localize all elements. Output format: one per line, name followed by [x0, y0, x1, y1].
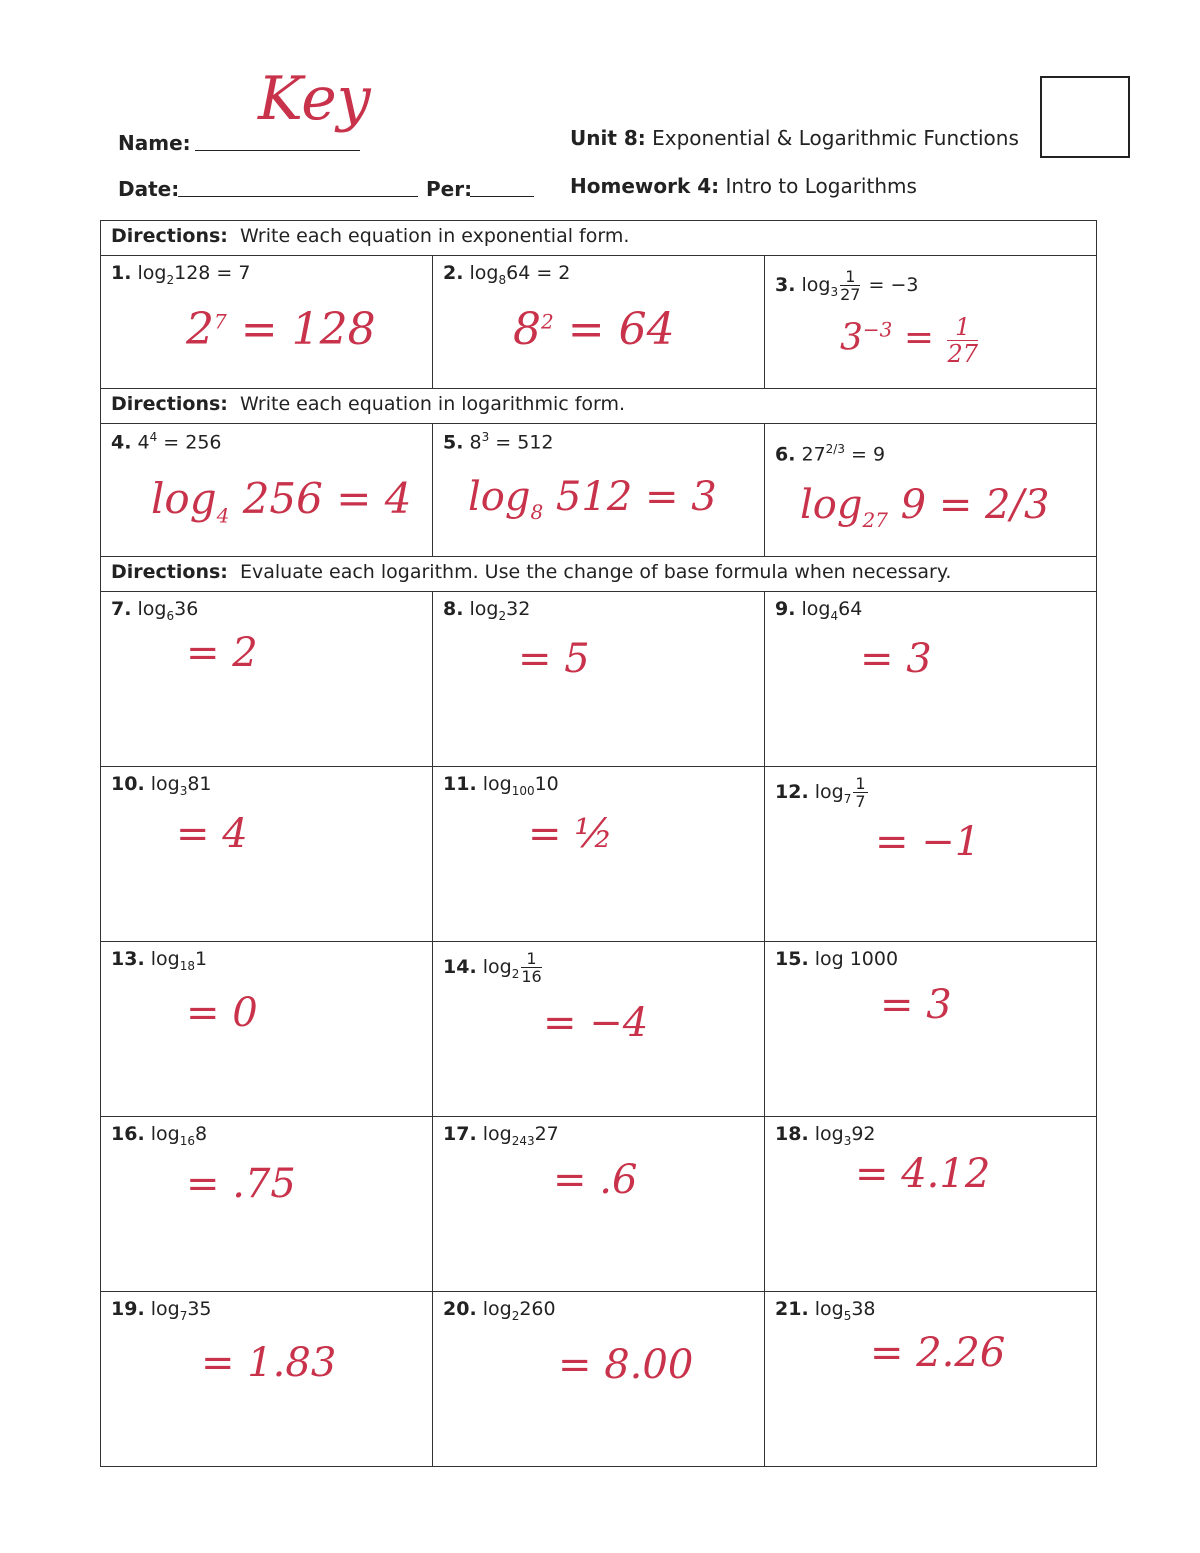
problem-16: 16. $\log_{16}8$ = .75 — [101, 1117, 433, 1292]
answer-15: = 3 — [880, 982, 952, 1028]
problem-5: 5. $8^3 = 512$ $\log_8 512 = 3$ — [433, 424, 765, 557]
problem-4: 4. $4^4 = 256$ $\log_4 256 = 4$ — [101, 424, 433, 557]
problem-18: 18. $\log_392$ = 4.12 — [765, 1117, 1097, 1292]
answer-2: $8^2 = 64$ — [513, 304, 675, 355]
answer-19: = 1.83 — [201, 1340, 337, 1386]
directions-2: Directions: Write each equation in logarithmic form. — [101, 389, 1097, 424]
problem-9: 9. $\log_464$ = 3 — [765, 592, 1097, 767]
answer-1: $2^7 = 128$ — [186, 304, 376, 355]
answer-17: = .6 — [553, 1157, 638, 1203]
answer-13: = 0 — [186, 990, 258, 1036]
problem-2: 2. $\log_864 = 2$ $8^2 = 64$ — [433, 256, 765, 389]
directions-1: Directions: Write each equation in exponential form. — [101, 221, 1097, 256]
answer-18: = 4.12 — [855, 1151, 991, 1197]
answer-21: = 2.26 — [870, 1330, 1006, 1376]
problem-1: 1. $\log_2128 = 7$ $2^7 = 128$ — [101, 256, 433, 389]
problem-11: 11. $\log_{100}10$ = ½ — [433, 767, 765, 942]
problem-8: 8. $\log_232$ = 5 — [433, 592, 765, 767]
problem-6: 6. $27^{2/3} = 9$ $\log_{27} 9 = 2/3$ — [765, 424, 1097, 557]
date-label: Date: — [118, 177, 180, 201]
answer-6: $\log_{27} 9 = 2/3$ — [800, 482, 1050, 532]
answer-11: = ½ — [528, 811, 613, 857]
answer-12: = −1 — [875, 819, 981, 865]
worksheet-table — [100, 220, 1097, 1467]
answer-5: $\log_8 512 = 3$ — [468, 474, 717, 524]
problem-3: 3. $\log_3$ $\frac{1}{27}$ = −3 $3^{-3}$ = $\frac{1}{27}$ — [765, 256, 1097, 389]
problem-10: 10. $\log_381$ = 4 — [101, 767, 433, 942]
problem-13: 13. $\log_{18}1$ = 0 — [101, 942, 433, 1117]
name-value: Key — [258, 64, 371, 134]
problem-12: 12. $\log_7$ $\frac{1}{7}$ = −1 — [765, 767, 1097, 942]
name-label: Name: — [118, 131, 191, 155]
answer-14: = −4 — [543, 1000, 649, 1046]
answer-9: = 3 — [860, 636, 932, 682]
answer-3: $3^{-3}$ = $\frac{1}{27}$ — [840, 313, 978, 368]
answer-7: = 2 — [186, 630, 258, 676]
problem-17: 17. $\log_{243}27$ = .6 — [433, 1117, 765, 1292]
per-line — [470, 196, 534, 197]
problem-19: 19. $\log_735$ = 1.83 — [101, 1292, 433, 1467]
per-label: Per: — [426, 177, 473, 201]
date-line — [178, 196, 418, 197]
answer-4: $\log_4 256 = 4$ — [151, 474, 412, 528]
score-box — [1040, 76, 1130, 158]
answer-10: = 4 — [176, 811, 248, 857]
homework-heading: Homework 4: Intro to Logarithms — [570, 174, 917, 198]
key-signature — [258, 64, 358, 184]
answer-20: = 8.00 — [558, 1342, 694, 1388]
problem-20: 20. $\log_2260$ = 8.00 — [433, 1292, 765, 1467]
answer-16: = .75 — [186, 1161, 296, 1207]
answer-8: = 5 — [518, 636, 590, 682]
problem-15: 15. log 1000 = 3 — [765, 942, 1097, 1117]
problem-14: 14. $\log_2$ $\frac{1}{16}$ = −4 — [433, 942, 765, 1117]
problem-7: 7. $\log_636$ = 2 — [101, 592, 433, 767]
directions-3: Directions: Evaluate each logarithm. Use the change of base formula when necessary. — [101, 557, 1097, 592]
unit-heading: Unit 8: Exponential & Logarithmic Functions — [570, 126, 1019, 150]
problem-21: 21. $\log_538$ = 2.26 — [765, 1292, 1097, 1467]
